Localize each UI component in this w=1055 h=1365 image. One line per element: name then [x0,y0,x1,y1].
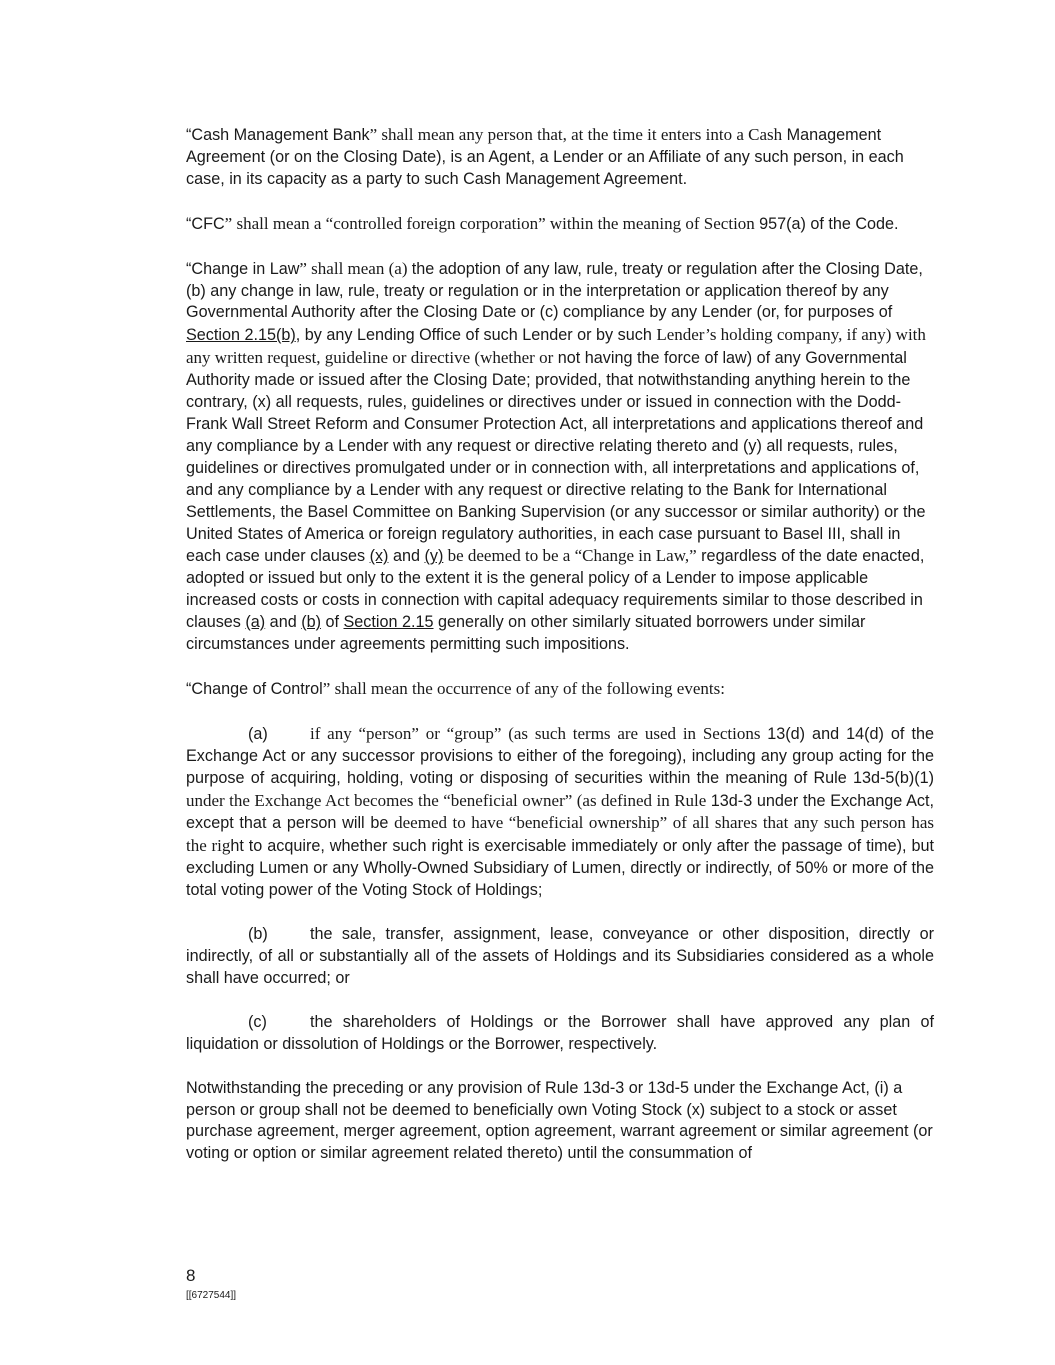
document-id: [[6727544]] [186,1290,237,1301]
clause-reference: (y) [424,547,444,566]
clause-reference: (x) [369,547,389,566]
clause-reference: (a) [245,613,266,632]
clause-reference: (b) [301,613,321,632]
subclause-label: (b) [248,925,268,944]
defined-term: “Cash Management Bank [186,126,370,144]
definition-cash-management-bank: “Cash Management Bank” shall mean any person that, at the time it enters into a Cash Management Agreement (or on the Closing Date), is an Agent, a Lender or an Affiliate of any such person, in each case, in its capacity as a party to such Cash Management Agreement. [186,125,904,188]
definition-change-of-control: “Change of Control” shall mean the occurrence of any of the following events: [186,678,725,698]
notwithstanding-paragraph: Notwithstanding the preceding or any provision of Rule 13d-3 or 13d-5 under the Exchange Act, (i) a person or group shall not be deemed to beneficially own Voting Stock (x) subject to a stock or asset purchase agreement, merger agreement, option agreement, warrant agreement or similar agreement (or voting or option or similar agreement related thereto) until the consummation of [186,1078,933,1163]
section-reference-link: Section 2.15(b) [186,326,296,345]
subclause-label: (a) [248,724,268,743]
page-number: 8 [186,1266,196,1285]
subclause-label: (c) [248,1012,267,1031]
definition-change-in-law: “Change in Law” shall mean (a) the adoption of any law, rule, treaty or regulation after the Closing Date, (b) any change in law, rule, treaty or regulation or in the interpretation or application thereof by any Governmental Authority after the Closing Date or (c) compliance by any Lender (or, for purposes of Section 2.15(b), by any Lending Office of such Lender or by such Lender’s holding company, if any) with any written request, guideline or directive (whether or not having the force of law) of any Governmental Authority made or issued after the Closing Date; provided, that notwithstanding anything herein to the contrary, (x) all requests, rules, guidelines or directives under or issued in connection with the Dodd-Frank Wall Street Reform and Consumer Protection Act, all interpretations and applications thereof and any compliance by a Lender with any request or directive relating thereto and (y) all requests, rules, guidelines or directives promulgated under or in connection with, all interpretations and applications of, and any compliance by a Lender with any request or directive relating to the Bank for International Settlements, the Basel Committee on Banking Supervision (or any successor or similar authority) or the United States of America or foreign regulatory authorities, in each case pursuant to Basel III, shall in each case under clauses (x) and (y) be deemed to be a “Change in Law,” regardless of the date enacted, adopted or issued but only to the extent it is the general policy of a Lender to impose applicable increased costs or costs in connection with capital adequacy requirements similar to those described in clauses (a) and (b) of Section 2.15 generally on other similarly situated borrowers under similar circumstances under agreements permitting such impositions. [186,258,926,654]
defined-term: “Change in Law [186,259,300,278]
document-body [186,124,934,1187]
defined-term: “Change of Control [186,679,323,698]
defined-term: “CFC [186,214,225,233]
section-reference-link: Section 2.15 [343,613,434,632]
subclause-a: (a) if any “person” or “group” (as such terms are used in Sections 13(d) and 14(d) of the Exchange Act or any successor provisions to either of the foregoing), including any group acting for the purpose of acquiring, holding, voting or disposing of securities within the meaning of Rule 13d-5(b)(1) under the Exchange Act becomes the “beneficial owner” (as defined in Rule 13d-3 under the Exchange Act, except that a person will be deemed to have “beneficial ownership” of all shares that any such person has the right to acquire, whether such right is exercisable immediately or only after the passage of time), but excluding Lumen or any Wholly-Owned Subsidiary of Lumen, directly or indirectly, of 50% or more of the total voting power of the Voting Stock of Holdings; [186,723,934,900]
subclause-b: (b) the sale, transfer, assignment, lease, conveyance or other disposition, directly or indirectly, of all or substantially all of the assets of Holdings and its Subsidiaries considered as a whole shall have occurred; or [186,925,934,987]
definition-cfc: “CFC” shall mean a “controlled foreign corporation” within the meaning of Section 957(a) of the Code. [186,213,899,233]
subclause-c: (c) the shareholders of Holdings or the Borrower shall have approved any plan of liquidation or dissolution of Holdings or the Borrower, respectively. [186,1012,934,1053]
